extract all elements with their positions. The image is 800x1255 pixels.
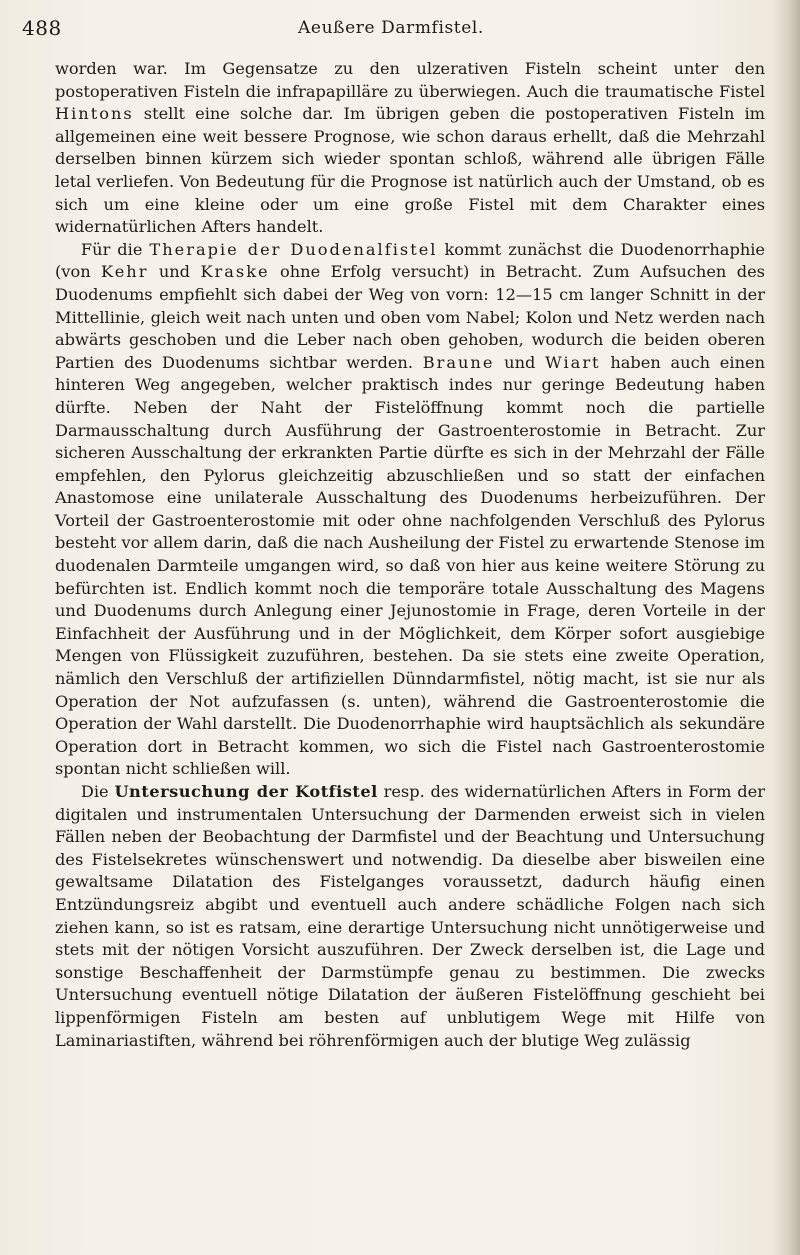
text-run: Für die [80, 239, 150, 259]
author-name: Kehr [101, 262, 149, 282]
paragraph-3 [55, 781, 765, 1052]
page-edge-shadow [772, 0, 800, 1255]
running-title: Aeußere Darmfistel. [298, 18, 484, 38]
text-run: stellt eine solche dar. Im übrigen geben die postoperativen Fisteln im allgemeinen eine weit bessere Prognose, wie schon daraus erhellt, daß die Mehrzahl derselben binnen kürzem sich wieder spontan schloß, während alle übrigen Fälle letal verliefen. Von Bedeutung für die Prognose ist natürlich auch der Umstand, ob es sich um eine kleine oder um eine große Fistel mit dem Charakter eines widernatürlichen Afters handelt. [55, 104, 765, 237]
text-run: kommt zunächst die Duodenorrhaphie (von [55, 239, 765, 282]
text-run: und [148, 262, 201, 282]
text-run: haben auch einen hinteren Weg angegeben, welcher praktisch indes nur geringe Bedeutung haben dürfte. Neben der Naht der Fistelöffnung kommt noch die partielle Darmausschaltung durch Ausführung der Gastroenterostomie in Betracht. Zur sicheren Ausschaltung der erkrankten Partie dürfte es sich in der Mehrzahl der Fälle empfehlen, den Pylorus gleichzeitig abzuschließen und so statt der einfachen Anastomose eine unilaterale Ausschaltung des Duodenums herbeizuführen. Der Vorteil der Gastroenterostomie mit oder ohne nachfolgenden Verschluß des Pylorus besteht vor allem darin, daß die nach Ausheilung der Fistel zu erwartende Stenose im duodenalen Darmteile umgangen wird, so daß von hier aus keine weitere Störung zu befürchten ist. Endlich kommt noch die temporäre totale Ausschaltung des Magens und Duodenums durch Anlegung einer Jejunostomie in Frage, deren Vorteile in der Einfachheit der Ausführung und in der Möglichkeit, dem Körper sofort ausgiebige Mengen von Flüssigkeit zuzuführen, bestehen. Da sie stets eine zweite Operation, nämlich den Verschluß der artifiziellen Dünndarmfistel, nötig macht, ist sie nur als Operation der Not aufzufassen (s. unten), während die Gastroenterostomie die Operation der Wahl darstellt. Die Duodenorrhaphie wird hauptsächlich als sekundäre Operation dort in Betracht kommen, wo sich die Fistel nach Gastroenterostomie spontan nicht schließen will. [55, 352, 765, 779]
section-topic: Therapie der Duodenalfistel [149, 239, 438, 259]
paragraph-2 [55, 239, 765, 781]
text-run: worden war. Im Gegensatze zu den ulzerativen Fisteln scheint unter den postoperativen Fisteln die infrapapilläre zu überwiegen. Auch die traumatische Fistel [55, 59, 765, 101]
text-run: und [494, 352, 546, 372]
author-name: Kraske [200, 262, 270, 282]
author-name: Braune [422, 352, 495, 372]
text-run: resp. des widernatürlichen Afters in Form der digitalen und instrumentalen Untersuchung der Darmenden erweist sich in vielen Fällen neben der Beobachtung der Darmfistel und der Beachtung und Untersuchung des Fistelsekretes wünschenswert und notwendig. Da dieselbe aber bisweilen eine gewaltsame Dilatation des Fistelganges voraussetzt, dadurch häufig einen Entzündungsreiz abgibt und eventuell auch andere schädliche Folgen nach sich ziehen kann, so ist es ratsam, eine derartige Untersuchung nicht unnötigerweise und stets mit der nötigen Vorsicht auszuführen. Der Zweck derselben ist, die Lage und sonstige Beschaffenheit der Darmstümpfe genau zu bestimmen. Die zwecks Untersuchung eventuell nötige Dilatation der äußeren Fistelöffnung geschieht bei lippenförmigen Fisteln am besten auf unblutigem Wege mit Hilfe von Laminariastiften, während bei röhrenförmigen auch der blutige Weg zulässig [55, 782, 765, 1050]
body-text [55, 58, 765, 1052]
text-run: Die [80, 782, 115, 801]
page-header [22, 16, 760, 46]
text-run: ohne Erfolg versucht) in Betracht. Zum Aufsuchen des Duodenums empfiehlt sich dabei der Weg von vorn: 12—15 cm langer Schnitt in der Mittellinie, gleich weit nach unten und oben vom Nabel; Kolon und Netz werden nach abwärts geschoben und die Leber nach oben gehoben, wodurch die beiden oberen Partien des Duodenums sichtbar werden. [55, 262, 765, 372]
author-name: Hintons [55, 104, 134, 124]
section-topic: Untersuchung der Kotfistel [114, 782, 378, 801]
page-number: 488 [22, 16, 62, 40]
author-name: Wiart [545, 352, 601, 372]
paragraph-1 [55, 58, 765, 239]
